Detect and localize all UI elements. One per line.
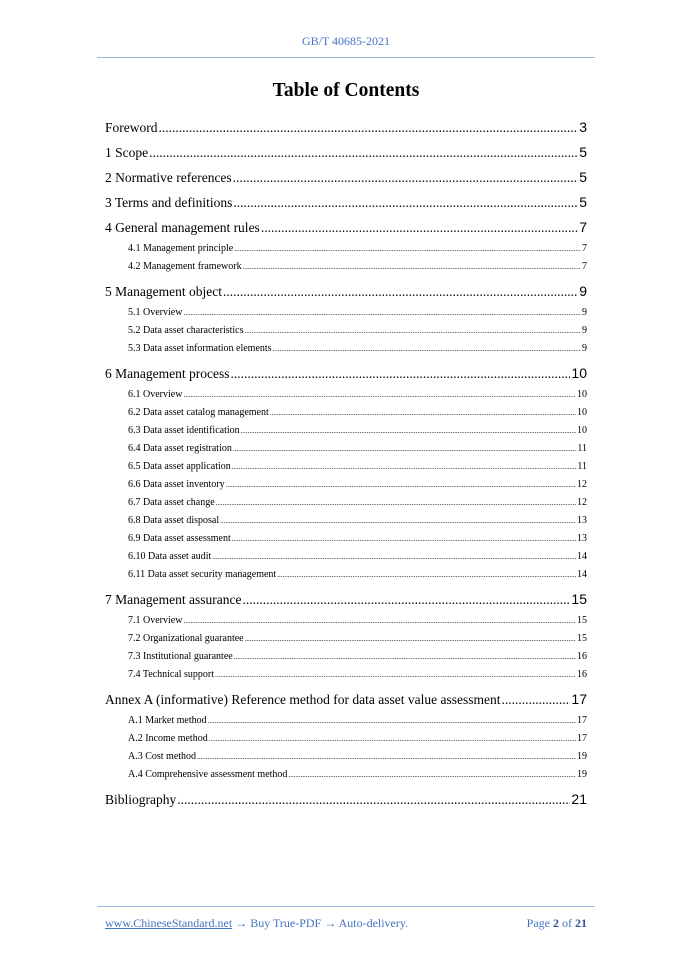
toc-entry-page: 11 <box>577 461 587 472</box>
toc-entry-label: 7.3 Institutional guarantee <box>128 651 233 662</box>
toc-entry-page: 12 <box>577 479 587 490</box>
toc-leader-dots <box>277 566 576 584</box>
toc-leader-dots <box>242 587 570 612</box>
toc-leader-dots <box>209 730 576 748</box>
toc-subentry[interactable] <box>105 530 587 548</box>
toc-entry-page: 15 <box>577 615 587 626</box>
toc-subentry[interactable] <box>105 340 587 358</box>
toc-entry-label: 2 Normative references <box>105 170 232 185</box>
toc-subentry[interactable] <box>105 440 587 458</box>
toc-subentry[interactable] <box>105 712 587 730</box>
toc-entry-label: 7.1 Overview <box>128 615 183 626</box>
promo-text: → Buy True-PDF → Auto-delivery. <box>232 916 409 930</box>
toc-entry-page: 5 <box>579 144 587 160</box>
toc-leader-dots <box>159 115 579 140</box>
toc-leader-dots <box>226 476 576 494</box>
toc-entry-label: 6.8 Data asset disposal <box>128 515 220 526</box>
toc-subentry[interactable] <box>105 404 587 422</box>
header-divider <box>97 57 595 58</box>
toc-leader-dots <box>270 404 576 422</box>
toc-subentry[interactable] <box>105 422 587 440</box>
toc-entry-label: 5 Management object <box>105 284 222 299</box>
page-footer <box>105 916 587 931</box>
toc-entry-page: 21 <box>571 791 587 807</box>
toc-entry-label: A.1 Market method <box>128 715 207 726</box>
toc-entry-page: 9 <box>582 325 587 336</box>
toc-subentry[interactable] <box>105 458 587 476</box>
toc-entry-label: 5.3 Data asset information elements <box>128 343 272 354</box>
toc-entry-label: 6.11 Data asset security management <box>128 569 277 580</box>
toc-entry-label: 7 Management assurance <box>105 592 242 607</box>
toc-leader-dots <box>234 648 576 666</box>
toc-entry-page: 17 <box>577 715 587 726</box>
toc-entry-label: 7.4 Technical support <box>128 669 215 680</box>
toc-leader-dots <box>288 766 576 784</box>
toc-leader-dots <box>234 240 581 258</box>
toc-leader-dots <box>215 666 576 684</box>
toc-entry-label: 6 Management process <box>105 366 230 381</box>
toc-entry-label: 7.2 Organizational guarantee <box>128 633 244 644</box>
toc-leader-dots <box>183 386 576 404</box>
toc-entry-label: 6.1 Overview <box>128 389 183 400</box>
toc-leader-dots <box>197 748 576 766</box>
toc-leader-dots <box>230 361 570 386</box>
page-number <box>527 916 587 931</box>
toc-entry[interactable] <box>105 687 587 712</box>
toc-leader-dots <box>233 440 577 458</box>
toc-entry-page: 19 <box>577 769 587 780</box>
toc-entry-label: 6.6 Data asset inventory <box>128 479 225 490</box>
toc-leader-dots <box>208 712 576 730</box>
toc-leader-dots <box>261 215 578 240</box>
toc-subentry[interactable] <box>105 566 587 584</box>
toc-entry[interactable] <box>105 215 587 240</box>
toc-subentry[interactable] <box>105 512 587 530</box>
toc-subentry[interactable] <box>105 548 587 566</box>
toc-entry-page: 9 <box>582 307 587 318</box>
toc-entry-page: 5 <box>579 169 587 185</box>
toc-leader-dots <box>177 787 570 812</box>
toc-entry-label: Annex A (informative) Reference method for data asset value assessment <box>105 692 501 707</box>
toc-entry-page: 16 <box>577 669 587 680</box>
toc-entry-page: 12 <box>577 497 587 508</box>
toc-subentry[interactable] <box>105 748 587 766</box>
toc-leader-dots <box>233 165 579 190</box>
running-header: GB/T 40685-2021 <box>301 34 391 48</box>
toc-leader-dots <box>149 140 578 165</box>
toc-leader-dots <box>233 190 578 215</box>
footer-divider <box>97 906 595 907</box>
website-link[interactable]: www.ChineseStandard.net <box>105 916 233 930</box>
table-of-contents <box>105 115 587 812</box>
toc-entry-label: 6.4 Data asset registration <box>128 443 232 454</box>
toc-entry-page: 5 <box>579 194 587 210</box>
toc-entry-label: 5.2 Data asset characteristics <box>128 325 244 336</box>
toc-entry-page: 17 <box>577 733 587 744</box>
toc-entry[interactable] <box>105 165 587 190</box>
toc-entry-label: 6.9 Data asset assessment <box>128 533 231 544</box>
total-pages: 21 <box>575 916 587 930</box>
toc-entry[interactable] <box>105 787 587 812</box>
toc-entry-page: 7 <box>582 243 587 254</box>
toc-entry-page: 13 <box>577 515 587 526</box>
toc-subentry[interactable] <box>105 386 587 404</box>
toc-leader-dots <box>216 494 576 512</box>
toc-entry-page: 9 <box>579 283 587 299</box>
toc-entry-page: 19 <box>577 751 587 762</box>
toc-subentry[interactable] <box>105 476 587 494</box>
toc-subentry[interactable] <box>105 630 587 648</box>
toc-leader-dots <box>183 304 581 322</box>
toc-leader-dots <box>212 548 576 566</box>
toc-entry-label: 6.3 Data asset identification <box>128 425 240 436</box>
toc-entry-label: 6.5 Data asset application <box>128 461 231 472</box>
toc-entry-label: 5.1 Overview <box>128 307 183 318</box>
toc-entry-page: 9 <box>582 343 587 354</box>
page-of: of <box>562 916 572 930</box>
toc-subentry[interactable] <box>105 494 587 512</box>
toc-entry-page: 15 <box>577 633 587 644</box>
page-title: Table of Contents <box>272 80 420 101</box>
toc-entry-label: 6.2 Data asset catalog management <box>128 407 269 418</box>
toc-subentry[interactable] <box>105 612 587 630</box>
toc-entry-label: 6.10 Data asset audit <box>128 551 212 562</box>
toc-leader-dots <box>245 630 576 648</box>
toc-entry-label: A.2 Income method <box>128 733 208 744</box>
toc-entry-label: 4.2 Management framework <box>128 261 242 272</box>
toc-subentry[interactable] <box>105 258 587 276</box>
toc-leader-dots <box>220 512 576 530</box>
toc-leader-dots <box>502 687 571 712</box>
toc-entry-page: 15 <box>571 591 587 607</box>
toc-entry-label: A.3 Cost method <box>128 751 197 762</box>
toc-leader-dots <box>241 422 576 440</box>
toc-entry-page: 10 <box>577 425 587 436</box>
current-page: 2 <box>553 916 559 930</box>
toc-leader-dots <box>232 530 576 548</box>
toc-entry-page: 7 <box>582 261 587 272</box>
toc-entry-page: 7 <box>579 219 587 235</box>
toc-entry-label: A.4 Comprehensive assessment method <box>128 769 288 780</box>
footer-promo <box>105 916 408 931</box>
toc-entry-page: 10 <box>577 407 587 418</box>
toc-entry-label: 6.7 Data asset change <box>128 497 215 508</box>
toc-entry[interactable] <box>105 115 587 140</box>
toc-entry[interactable] <box>105 587 587 612</box>
toc-leader-dots <box>245 322 581 340</box>
toc-leader-dots <box>273 340 581 358</box>
toc-entry-page: 13 <box>577 533 587 544</box>
toc-entry-page: 3 <box>579 119 587 135</box>
toc-entry[interactable] <box>105 190 587 215</box>
toc-entry-page: 14 <box>577 569 587 580</box>
toc-subentry[interactable] <box>105 240 587 258</box>
toc-entry-page: 16 <box>577 651 587 662</box>
toc-entry-label: 4 General management rules <box>105 220 260 235</box>
toc-subentry[interactable] <box>105 766 587 784</box>
toc-entry-page: 14 <box>577 551 587 562</box>
toc-subentry[interactable] <box>105 322 587 340</box>
toc-entry-label: 4.1 Management principle <box>128 243 234 254</box>
toc-entry[interactable] <box>105 140 587 165</box>
toc-entry[interactable] <box>105 279 587 304</box>
toc-leader-dots <box>243 258 581 276</box>
toc-leader-dots <box>223 279 578 304</box>
toc-subentry[interactable] <box>105 648 587 666</box>
toc-entry-page: 10 <box>571 365 587 381</box>
toc-entry-page: 17 <box>571 691 587 707</box>
toc-subentry[interactable] <box>105 304 587 322</box>
toc-entry-page: 10 <box>577 389 587 400</box>
toc-leader-dots <box>232 458 577 476</box>
toc-subentry[interactable] <box>105 730 587 748</box>
page-label: Page <box>526 916 550 930</box>
toc-entry-label: 1 Scope <box>105 145 149 160</box>
toc-entry[interactable] <box>105 361 587 386</box>
toc-leader-dots <box>183 612 576 630</box>
toc-entry-label: 3 Terms and definitions <box>105 195 233 210</box>
toc-entry-label: Foreword <box>105 120 158 135</box>
toc-subentry[interactable] <box>105 666 587 684</box>
toc-entry-label: Bibliography <box>105 792 177 807</box>
toc-entry-page: 11 <box>577 443 587 454</box>
